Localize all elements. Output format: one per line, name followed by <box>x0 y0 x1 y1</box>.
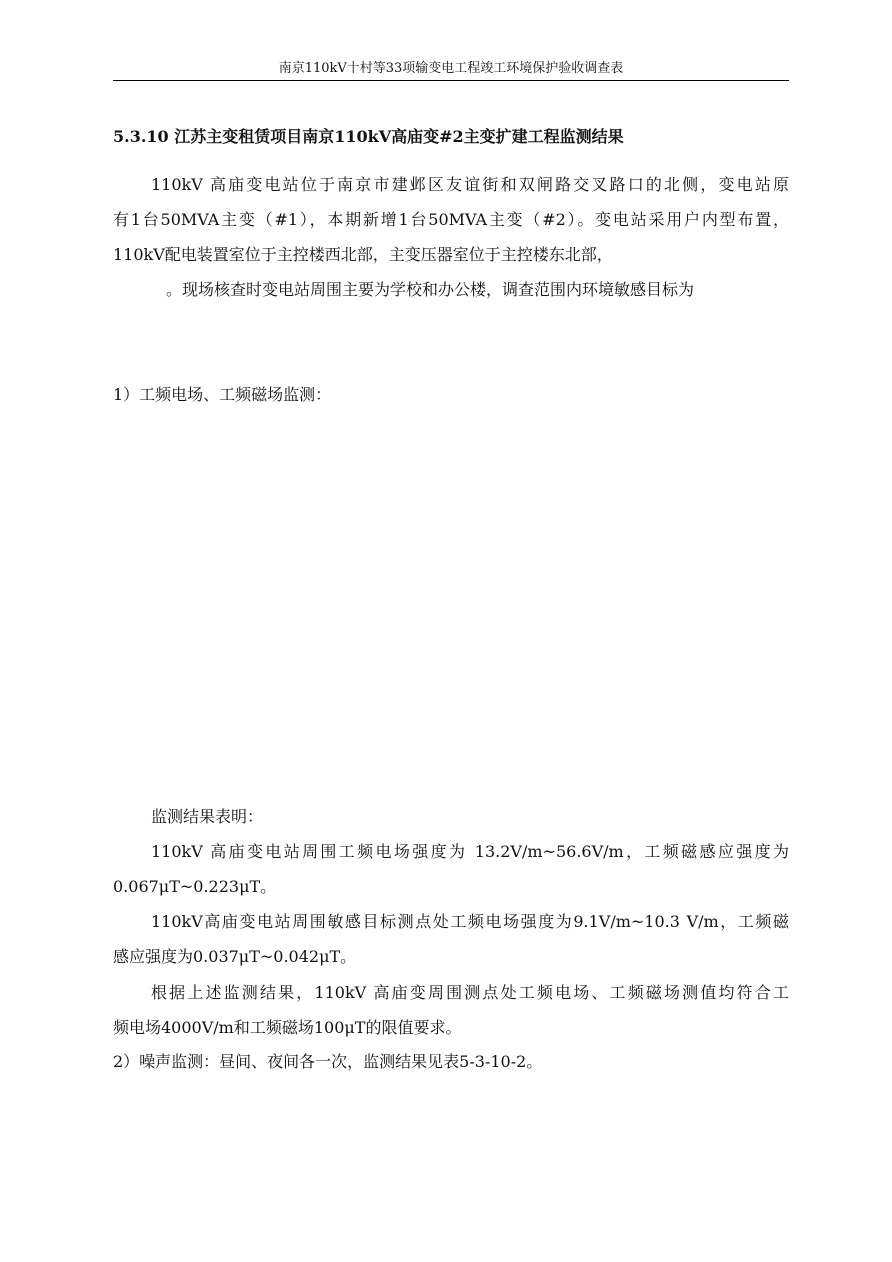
subsection-2-title: 2）噪声监测：昼间、夜间各一次，监测结果见表5-3-10-2。 <box>113 1052 543 1071</box>
intro-line-4: 。现场核查时变电站周围主要为学校和办公楼，调查范围内环境敏感目标为 <box>166 280 695 299</box>
intro-line-1: 110kV 高庙变电站位于南京市建邺区友谊街和双闸路交叉路口的北侧，变电站原 <box>151 175 789 194</box>
result-line-1: 110kV 高庙变电站周围工频电场强度为 13.2V/m~56.6V/m，工频磁感应强度为 <box>151 842 789 861</box>
intro-line-3: 110kV配电装置室位于主控楼西北部，主变压器室位于主控楼东北部， <box>113 245 613 264</box>
intro-line-2: 有1台50MVA主变（#1），本期新增1台50MVA主变（#2）。变电站采用户内型布置， <box>113 210 789 229</box>
result-line-4: 感应强度为0.037μT~0.042μT。 <box>113 947 357 966</box>
results-label: 监测结果表明： <box>151 807 264 826</box>
page-header-title: 南京110kV十村等33项输变电工程竣工环境保护验收调查表 <box>113 60 789 81</box>
subsection-1-title: 1）工频电场、工频磁场监测： <box>113 385 332 404</box>
result-line-3: 110kV高庙变电站周围敏感目标测点处工频电场强度为9.1V/m~10.3 V/m，工频磁 <box>151 912 789 931</box>
result-line-6: 频电场4000V/m和工频磁场100μT的限值要求。 <box>113 1018 462 1037</box>
section-heading: 5.3.10 江苏主变租赁项目南京110kV高庙变#2主变扩建工程监测结果 <box>113 127 624 146</box>
result-line-5: 根据上述监测结果，110kV 高庙变周围测点处工频电场、工频磁场测值均符合工 <box>151 983 789 1002</box>
result-line-2: 0.067μT~0.223μT。 <box>113 877 277 896</box>
